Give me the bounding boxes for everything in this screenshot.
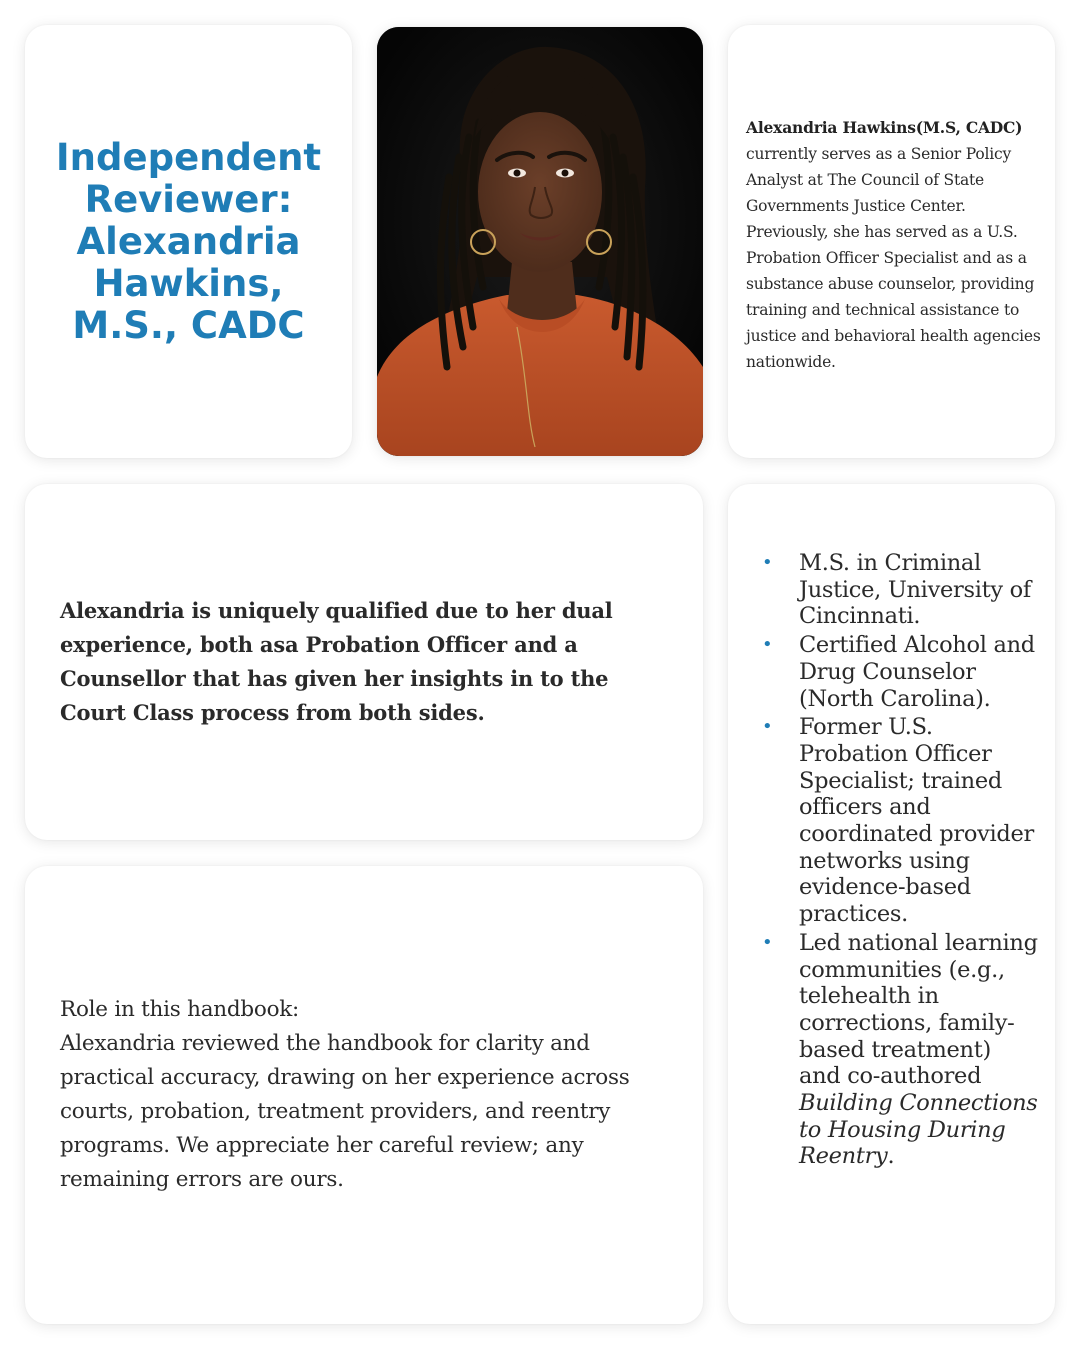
list-item <box>762 632 1039 712</box>
portrait-photo <box>377 27 703 456</box>
qualification-card <box>25 484 703 840</box>
credential-text: Led national learning communities (e.g., telehealth in corrections, family-based treatment) and co-authored <box>799 929 1038 1090</box>
credential-text: Former U.S. Probation Officer Specialist; trained officers and coordinated provider networks using evidence-based practices. <box>799 714 1034 928</box>
credentials-list <box>728 550 1039 1170</box>
title-card <box>25 25 352 458</box>
bio-card <box>728 25 1055 458</box>
bio-text: currently serves as a Senior Policy Analyst at The Council of State Governments Justice Center. Previously, she has served as a U.S. Probation Officer Specialist and as a substance abuse counselor, providing training and technical assistance to justice and behavioral health agencies nationwide. <box>746 145 1041 371</box>
list-item <box>762 929 1039 1170</box>
portrait-illustration <box>377 27 703 456</box>
list-item <box>762 550 1039 630</box>
bullet-icon: • <box>762 634 773 656</box>
credentials-card <box>728 484 1055 1324</box>
bullet-icon: • <box>762 552 773 573</box>
credential-text: Certified Alcohol and Drug Counselor (North Carolina). <box>799 632 1035 712</box>
qualification-text: Alexandria is uniquely qualified due to her dual experience, both asa Probation Officer and a Counsellor that has given her insights in to the Court Class process from both sides. <box>60 598 613 725</box>
credential-text: M.S. in Criminal Justice, University of Cincinnati. <box>799 550 1031 630</box>
role-body: Alexandria reviewed the handbook for clarity and practical accuracy, drawing on her experience across courts, probation, treatment providers, and reentry programs. We appreciate her careful review; any remaining errors are ours. <box>60 1031 630 1192</box>
role-heading: Role in this handbook: <box>60 997 300 1022</box>
page-title: Independent Reviewer: Alexandria Hawkins, M.S., CADC <box>55 135 322 347</box>
bio-name: Alexandria Hawkins(M.S, CADC) <box>746 118 1023 137</box>
bullet-icon: • <box>762 716 773 738</box>
bio-paragraph <box>746 115 1045 375</box>
publication-title: Building Connections to Housing During Reentry <box>799 1090 1038 1170</box>
credential-text-end: . <box>887 1143 895 1170</box>
bullet-icon: • <box>762 931 773 953</box>
list-item <box>762 714 1039 928</box>
role-paragraph <box>60 993 673 1197</box>
role-card <box>25 866 703 1324</box>
